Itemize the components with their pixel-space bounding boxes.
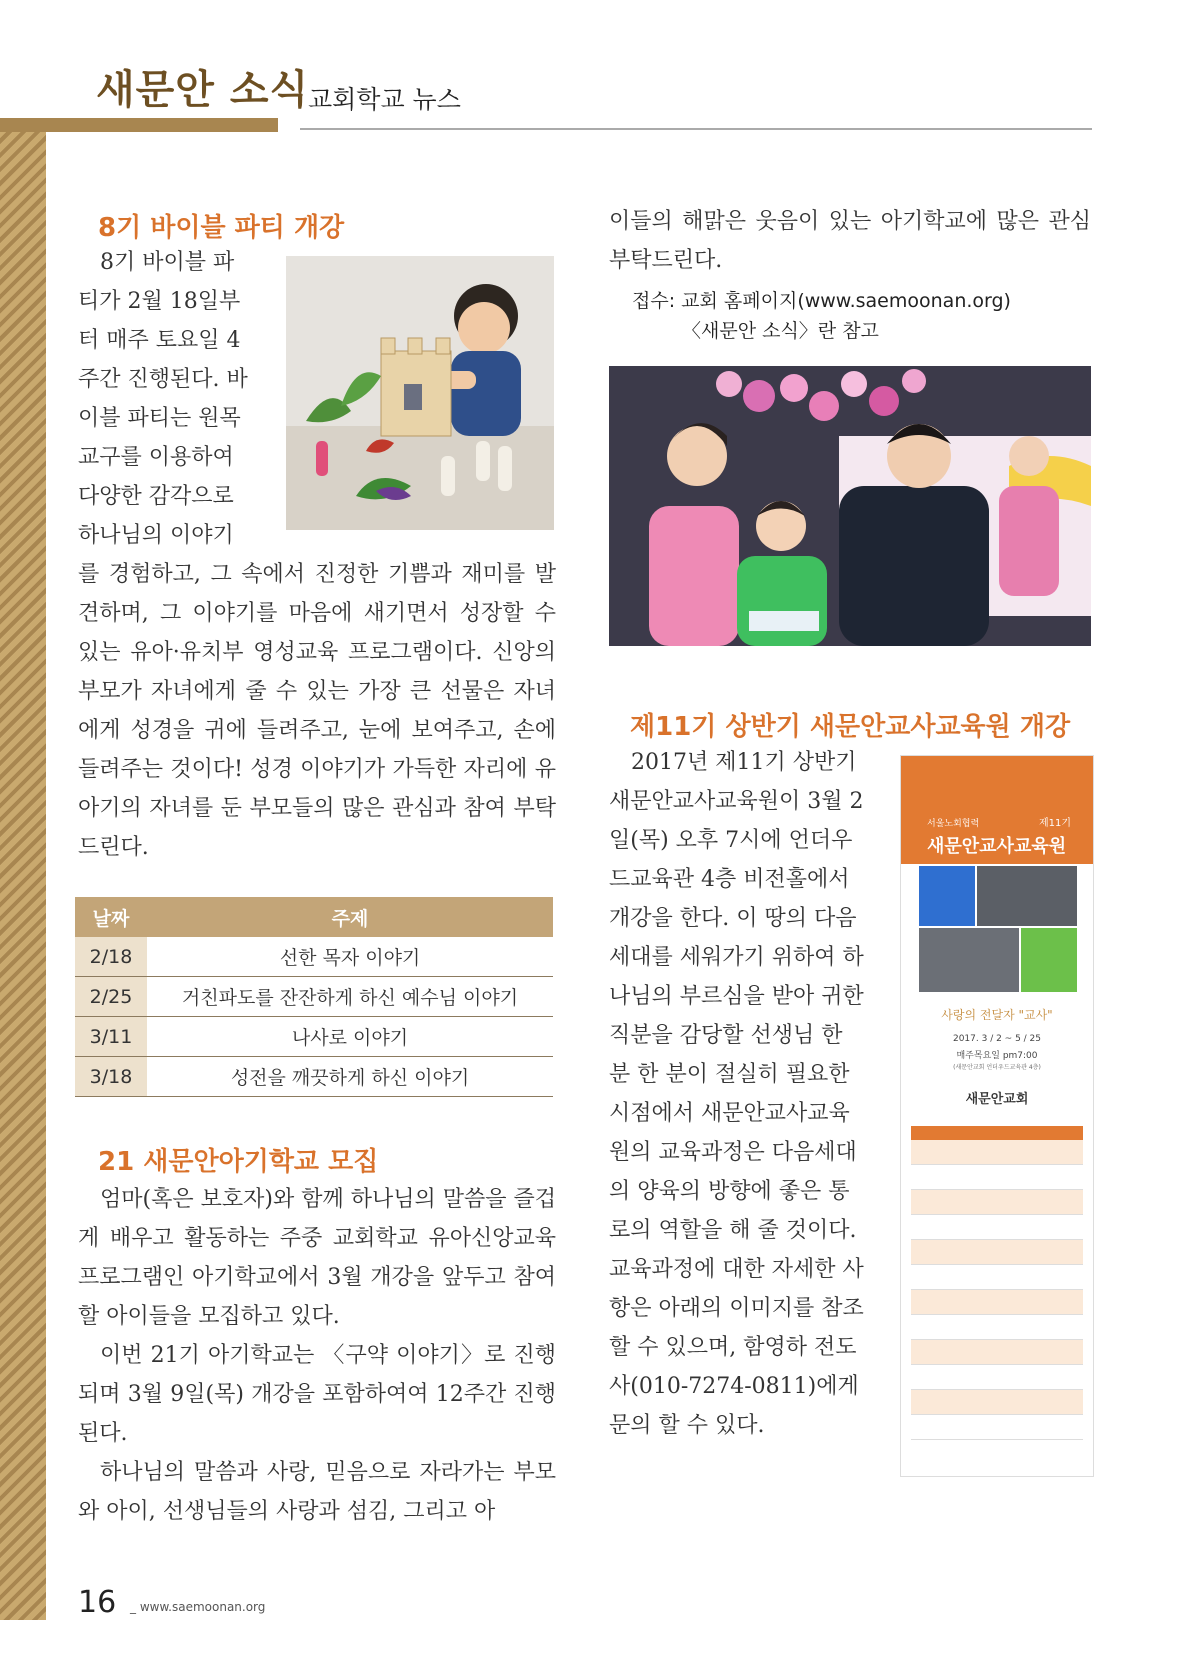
text-line: 시점에서 새문안교사교육 — [609, 1101, 850, 1126]
header-accent-bar — [0, 118, 278, 132]
text-line: 8기 바이블 파 — [100, 250, 235, 275]
text-line: 주간 진행된다. 바 — [78, 367, 248, 392]
poster-color-block — [1021, 928, 1077, 992]
text-line: 교구를 이용하여 — [78, 445, 234, 470]
article-heading-bible-party: 8기 바이블 파티 개강 — [98, 213, 345, 243]
column-header-topic: 주제 — [147, 897, 553, 937]
poster-tagline: 사랑의 전달자 "교사" — [941, 1008, 1053, 1022]
page-number: 16 — [78, 1585, 117, 1620]
schedule-table — [75, 897, 553, 1097]
table-row — [75, 1017, 553, 1057]
text-line: 티가 2월 18일부 — [78, 289, 241, 314]
article-heading-teacher-academy: 제11기 상반기 새문안교사교육원 개강 — [630, 712, 1071, 742]
cell-topic: 선한 목자 이야기 — [147, 937, 553, 977]
cell-topic: 거친파도를 잔잔하게 하신 예수님 이야기 — [147, 977, 553, 1017]
text-line: 직분을 감당할 선생님 한 — [609, 1023, 843, 1048]
photo-child-wooden-castle — [286, 256, 554, 530]
article-baby-school-body — [78, 1180, 556, 1531]
poster-venue: (새문안교회 언더우드교육관 4층) — [953, 1064, 1041, 1071]
text-line: 항은 아래의 이미지를 참조 — [609, 1296, 864, 1321]
table-row — [75, 977, 553, 1017]
section-subtitle: 교회학교 뉴스 — [308, 85, 461, 114]
poster-time: 매주목요일 pm7:00 — [956, 1051, 1038, 1061]
poster-church-logo: 새문안교회 — [965, 1092, 1029, 1107]
cell-date: 2/25 — [75, 977, 147, 1017]
text-line: 로의 역할을 해 줄 것이다. — [609, 1218, 857, 1243]
text-line: 터 매주 토요일 4 — [78, 328, 241, 353]
text-line: 다양한 감각으로 — [78, 484, 234, 509]
paragraph: 엄마(혹은 보호자)와 함께 하나님의 말씀을 즐겁게 배우고 활동하는 주중 교회학교 유아신앙교육 프로그램인 아기학교에서 3월 개강을 앞두고 참여할 아이들을 모집하고 있다. — [78, 1187, 556, 1329]
text-line: 일(목) 오후 7시에 언더우 — [609, 828, 853, 853]
poster-photo — [919, 928, 1019, 992]
poster-schedule-grid — [911, 1126, 1083, 1466]
table-header-row — [75, 897, 553, 937]
paragraph: 이번 21기 아기학교는 〈구약 이야기〉로 진행되며 3월 9일(목) 개강을 포함하여여 12주간 진행된다. — [78, 1343, 556, 1446]
text-line: 드교육관 4층 비전홀에서 — [609, 867, 850, 892]
poster-dates: 2017. 3 / 2 ~ 5 / 25 — [952, 1034, 1042, 1044]
registration-info — [632, 286, 1011, 346]
text-line: 2017년 제11기 상반기 — [631, 750, 857, 775]
cell-date: 3/11 — [75, 1017, 147, 1057]
text-line: 교육과정에 대한 자세한 사 — [609, 1257, 864, 1282]
poster-small-title: 서울노회협력 — [927, 819, 980, 829]
text-line: 할 수 있으며, 함영하 전도 — [609, 1335, 857, 1360]
text-line: 세대를 세워가기 위하여 하 — [609, 945, 864, 970]
decorative-side-strip — [0, 130, 46, 1620]
footer-url: _ www.saemoonan.org — [130, 1600, 266, 1614]
poster-header — [901, 756, 1093, 864]
registration-line: 접수: 교회 홈페이지(www.saemoonan.org) — [632, 290, 1011, 312]
text-line: 사(010-7274-0811)에게 — [609, 1374, 859, 1399]
text-line: 원의 교육과정은 다음세대 — [609, 1140, 857, 1165]
article-heading-baby-school: 21 새문안아기학교 모집 — [98, 1147, 379, 1177]
text-line: 의 양육의 방향에 좋은 통 — [609, 1179, 850, 1204]
registration-line: 〈새문안 소식〉란 참고 — [682, 320, 879, 342]
table-row — [75, 1057, 553, 1097]
paragraph: 하나님의 말씀과 사랑, 믿음으로 자라가는 부모와 아이, 선생님들의 사랑과 섬김, 그리고 아 — [78, 1460, 556, 1524]
text-line: 분 한 분이 절실히 필요한 — [609, 1062, 850, 1087]
table-row — [75, 937, 553, 977]
text-line: 새문안교사교육원이 3월 2 — [609, 789, 864, 814]
poster-photo — [977, 866, 1077, 926]
cell-topic: 나사로 이야기 — [147, 1017, 553, 1057]
teacher-academy-poster — [900, 755, 1094, 1477]
column-header-date: 날짜 — [75, 897, 147, 937]
text-line: 문의 할 수 있다. — [609, 1413, 765, 1438]
poster-title: 새문안교사교육원 — [927, 836, 1067, 857]
header-divider — [300, 128, 1092, 130]
section-title: 새문안 소식 — [96, 67, 310, 113]
poster-color-block — [919, 866, 975, 926]
text-line: 나님의 부르심을 받아 귀한 — [609, 984, 864, 1009]
poster-edition: 제11기 — [1038, 818, 1071, 829]
text-line: 이블 파티는 원목 — [78, 406, 241, 431]
photo-baby-school-ceremony — [609, 366, 1091, 646]
article-bible-party-wrap-text — [78, 243, 254, 555]
text-line: 하나님의 이야기 — [78, 523, 234, 548]
cell-topic: 성전을 깨끗하게 하신 이야기 — [147, 1057, 553, 1097]
text-line: 개강을 한다. 이 땅의 다음 — [609, 906, 857, 931]
cell-date: 2/18 — [75, 937, 147, 977]
article-teacher-academy-body — [609, 743, 865, 1445]
cell-date: 3/18 — [75, 1057, 147, 1097]
article-baby-school-continued: 이들의 해맑은 웃음이 있는 아기학교에 많은 관심 부탁드린다. — [609, 209, 1091, 273]
article-bible-party-body: 를 경험하고, 그 속에서 진정한 기쁨과 재미를 발견하며, 그 이야기를 마음에 새기면서 성장할 수 있는 유아·유치부 영성교육 프로그램이다. 신앙의 부모가 자녀에게 줄 수 있는 가장 큰 선물은 자녀에게 성경을 귀에 들려주고, 눈에 보여주고, 손에 들려주는 것이다! 성경 이야기가 가득한 자리에 유아기의 자녀를 둔 부모들의 많은 관심과 참여 부탁드린다. — [78, 562, 556, 860]
